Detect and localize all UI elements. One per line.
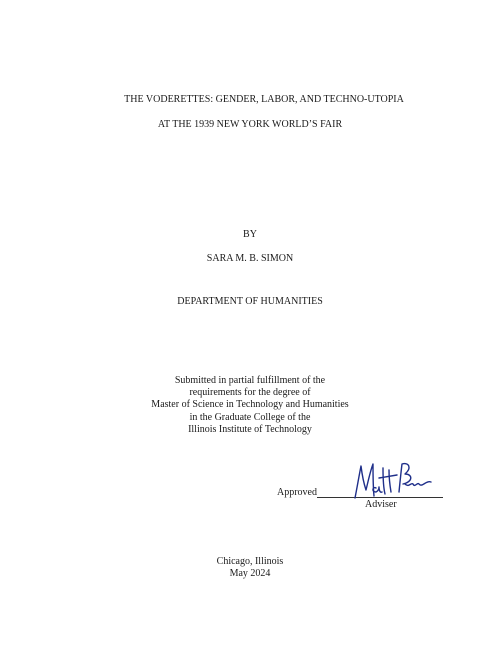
submission-line: Master of Science in Technology and Humanities bbox=[151, 399, 349, 411]
department-name: DEPARTMENT OF HUMANITIES bbox=[177, 296, 323, 307]
submission-line: requirements for the degree of bbox=[189, 387, 311, 399]
title-line-2: AT THE 1939 NEW YORK WORLD’S FAIR bbox=[157, 119, 343, 130]
location: Chicago, Illinois bbox=[216, 556, 284, 567]
title-line-1: THE VODERETTES: GENDER, LABOR, AND TECHNO-UTOPIA bbox=[124, 94, 404, 105]
submission-date: May 2024 bbox=[229, 568, 271, 579]
adviser-signature bbox=[349, 458, 433, 500]
by-label: BY bbox=[243, 229, 257, 240]
submission-line: in the Graduate College of the bbox=[189, 411, 311, 423]
submission-line: Illinois Institute of Technology bbox=[188, 423, 312, 435]
submission-statement bbox=[0, 375, 500, 436]
approved-label: Approved bbox=[277, 487, 317, 498]
approval-block bbox=[277, 485, 447, 515]
author-name: SARA M. B. SIMON bbox=[206, 253, 294, 264]
adviser-label: Adviser bbox=[365, 499, 397, 510]
submission-line: Submitted in partial fulfillment of the bbox=[174, 375, 326, 386]
